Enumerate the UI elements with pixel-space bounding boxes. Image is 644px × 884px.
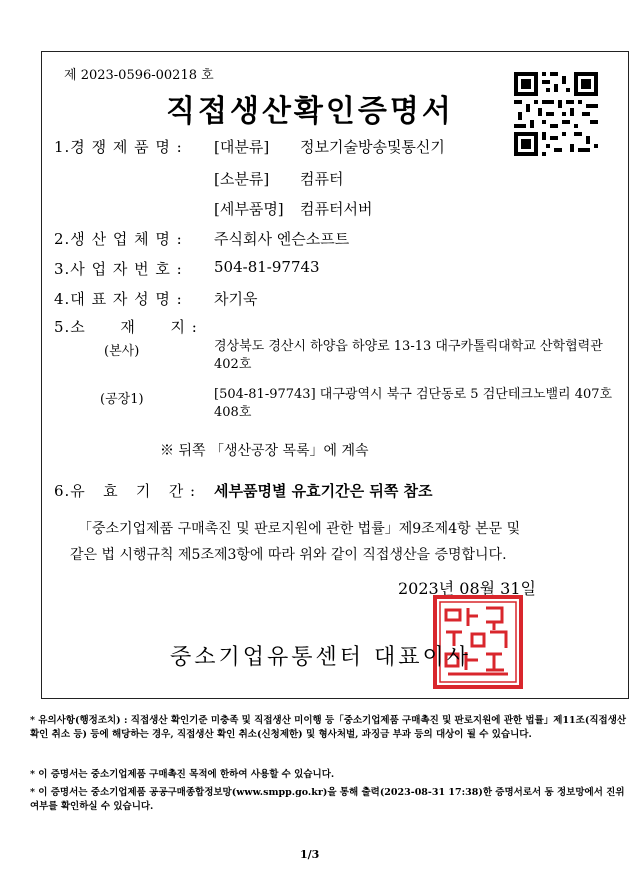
footnote-2: * 이 증명서는 중소기업제품 구매촉진 목적에 한하여 사용할 수 있습니다. (30, 769, 335, 780)
factory-address: [504-81-97743] 대구광역시 북구 검단동로 5 검단테크노밸리 407호 408호 (214, 387, 613, 420)
company-value: 주식회사 엔슨소프트 (214, 230, 350, 248)
bizno-label: 3.사 업 자 번 호 : (54, 260, 183, 278)
issuer-name: 중소기업유통센터 대표이사 (170, 645, 472, 670)
detail-item-key: [세부품명] (214, 200, 284, 218)
ceo-label: 4.대 표 자 성 명 : (54, 290, 183, 308)
ceo-value: 차기욱 (214, 290, 258, 308)
detail-item-value: 컴퓨터서버 (300, 200, 373, 218)
minor-category-key: [소분류] (214, 170, 270, 188)
validity-value: 세부품명별 유효기간은 뒤쪽 참조 (214, 482, 433, 500)
major-category-key: [대분류] (214, 138, 270, 156)
hq-label: (본사) (104, 344, 140, 359)
validity-label: 6.유 효 기 간 : (54, 482, 197, 500)
major-category-value: 정보기술방송및통신기 (300, 138, 445, 156)
document-number: 제 2023-0596-00218 호 (64, 68, 214, 83)
qr-code-icon (512, 70, 600, 158)
bizno-value: 504-81-97743 (214, 258, 320, 276)
hq-address: 경상북도 경산시 하양읍 하양로 13-13 대구카톨릭대학교 산학협력관 402호 (214, 339, 603, 372)
footnote-1: * 유의사항(행정조치) : 직접생산 확인기준 미충족 및 직접생산 미이행 등「중소기업제품 구매촉진 및 판로지원에 관한 법률」제11조(직접생산 확인 취소 등) 등에 해당하는 경우, 직접생산 확인 취소(신청제한) 및 형사처벌, 과징금 부과 등의 대상이 될 수 있습니다. (30, 715, 627, 740)
footnote-3: * 이 증명서는 중소기업제품 공공구매종합정보망(www.smpp.go.kr)을 통해 출력(2023-08-31 17:38)한 증명서로서 동 정보망에서 진위여부를 확인하실 수 있습니다. (30, 787, 625, 812)
page-number: 1/3 (300, 848, 320, 861)
continued-note: ※ 뒤쪽 「생산공장 목록」에 계속 (160, 443, 369, 459)
body-text-line2: 같은 법 시행규칙 제5조제3항에 따라 위와 같이 직접생산을 증명합니다. (70, 547, 507, 563)
factory-label: (공장1) (100, 392, 144, 407)
issue-date: 2023년 08월 31일 (398, 579, 536, 598)
minor-category-value: 컴퓨터 (300, 170, 344, 188)
product-label: 1.경 쟁 제 품 명 : (54, 138, 183, 156)
company-label: 2.생 산 업 체 명 : (54, 230, 183, 248)
certificate-title: 직접생산확인증명서 (166, 94, 454, 129)
location-label: 5.소 재 지 : (54, 318, 198, 336)
body-text-line1: 「중소기업제품 구매촉진 및 판로지원에 관한 법률」제9조제4항 본문 및 (78, 521, 521, 537)
